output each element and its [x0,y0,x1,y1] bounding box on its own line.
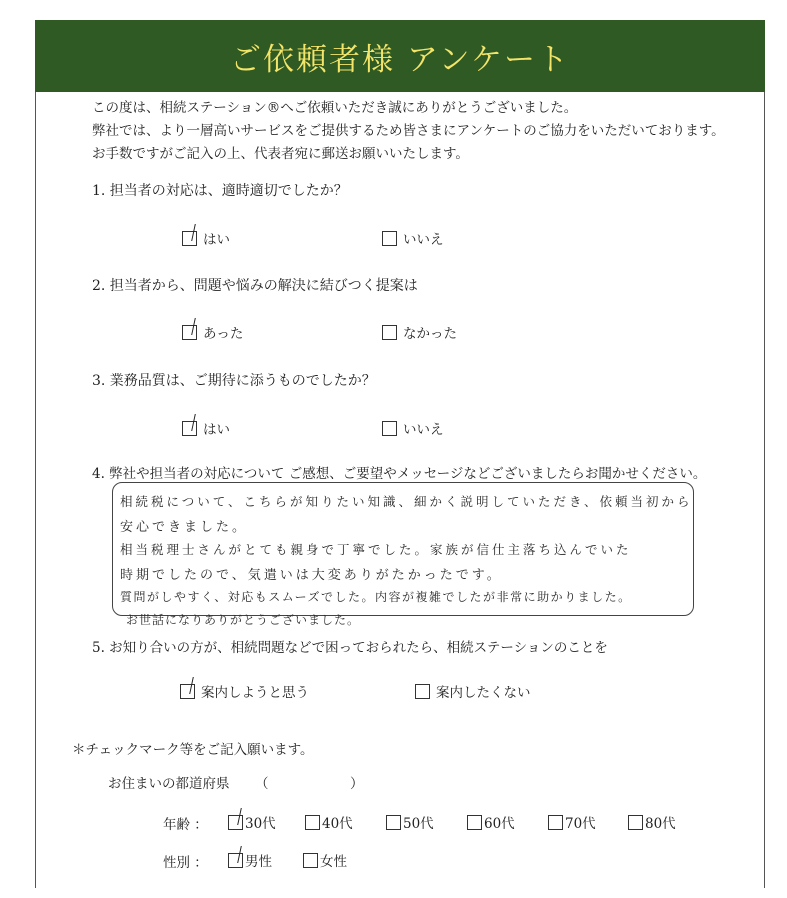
gender-label: 性別 ： [163,855,208,871]
gender-male-option[interactable] [228,850,272,870]
checkbox[interactable] [548,815,563,830]
option-label: 60代 [484,816,515,832]
checkmark-note: ＊チェックマーク等をご記入願います。 [72,742,314,758]
age-80-option[interactable] [628,812,676,832]
q2-no-option[interactable] [382,322,457,342]
question-4: 4. 弊社や担当者の対応について ご感想、ご要望やメッセージなどございましたらお聞かせください。 [92,466,707,482]
page-title: ご依頼者様 アンケート [230,41,570,78]
question-1: 1. 担当者の対応は、適時適切でしたか？ [92,183,348,199]
checkbox[interactable] [382,325,397,340]
checkbox-checked[interactable] [182,421,197,436]
option-label: 女性 [320,854,347,870]
q3-no-option[interactable] [382,418,444,438]
residence-label: お住まいの都道府県 [108,776,230,792]
intro-text [92,97,725,166]
option-label: 案内しようと思う [201,685,309,701]
q5-yes-option[interactable] [180,681,309,701]
handwritten-line: お世話になりありがとうございました。 [126,613,361,627]
checkbox-checked[interactable] [182,231,197,246]
checkbox[interactable] [305,815,320,830]
checkbox[interactable] [628,815,643,830]
checkbox[interactable] [386,815,401,830]
header-banner [35,20,765,92]
intro-line: 弊社では、より一層高いサービスをご提供するため皆さまにアンケートのご協力をいただいております。 [92,123,725,139]
age-40-option[interactable] [305,812,353,832]
option-label: あった [203,326,244,342]
gender-female-option[interactable] [303,850,347,870]
option-label: 50代 [403,816,434,832]
option-label: いいえ [403,232,444,248]
q1-yes-option[interactable] [182,228,230,248]
intro-line: お手数ですがご記入の上、代表者宛に郵送お願いいたします。 [92,146,469,162]
checkbox[interactable] [382,421,397,436]
residence-paren-close: ） [350,776,364,792]
age-70-option[interactable] [548,812,596,832]
checkbox-checked[interactable] [182,325,197,340]
option-label: 70代 [565,816,596,832]
question-3: 3. 業務品質は、ご期待に添うものでしたか？ [92,373,376,389]
option-label: 案内したくない [436,685,531,701]
question-2: 2. 担当者から、問題や悩みの解決に結びつく提案は [92,278,418,294]
handwritten-line: 相続税について、こちらが知りたい知識、細かく説明していただき、依頼当初から [120,494,693,509]
handwritten-line: 安心できました。 [120,520,249,535]
handwritten-line: 相当税理士さんがとても親身で丁寧でした。家族が信仕主落ち込んでいた [120,542,632,557]
checkbox[interactable] [415,684,430,699]
checkbox-checked[interactable] [228,815,243,830]
handwritten-line: 時期でしたので、気遣いは大変ありがたかったです。 [120,568,503,583]
age-label: 年齢 ： [163,817,208,833]
q3-yes-option[interactable] [182,418,230,438]
checkbox[interactable] [467,815,482,830]
residence-paren-open: （ [255,776,269,792]
handwritten-line: 質問がしやすく、対応もスムーズでした。内容が複雑でしたが非常に助かりました。 [120,590,632,604]
checkbox-checked[interactable] [180,684,195,699]
age-60-option[interactable] [467,812,515,832]
q5-no-option[interactable] [415,681,531,701]
checkbox[interactable] [382,231,397,246]
checkbox[interactable] [303,853,318,868]
age-50-option[interactable] [386,812,434,832]
option-label: はい [203,232,230,248]
option-label: はい [203,422,230,438]
option-label: 40代 [322,816,353,832]
intro-line: この度は、相続ステーション®へご依頼いただき誠にありがとうございました。 [92,100,578,116]
option-label: 80代 [645,816,676,832]
question-5: 5. お知り合いの方が、相続問題などで困っておられたら、相続ステーションのことを [92,640,608,656]
option-label: なかった [403,326,457,342]
checkbox-checked[interactable] [228,853,243,868]
q1-no-option[interactable] [382,228,444,248]
option-label: いいえ [403,422,444,438]
option-label: 30代 [245,816,276,832]
option-label: 男性 [245,854,272,870]
q2-yes-option[interactable] [182,322,243,342]
age-30-option[interactable] [228,812,276,832]
